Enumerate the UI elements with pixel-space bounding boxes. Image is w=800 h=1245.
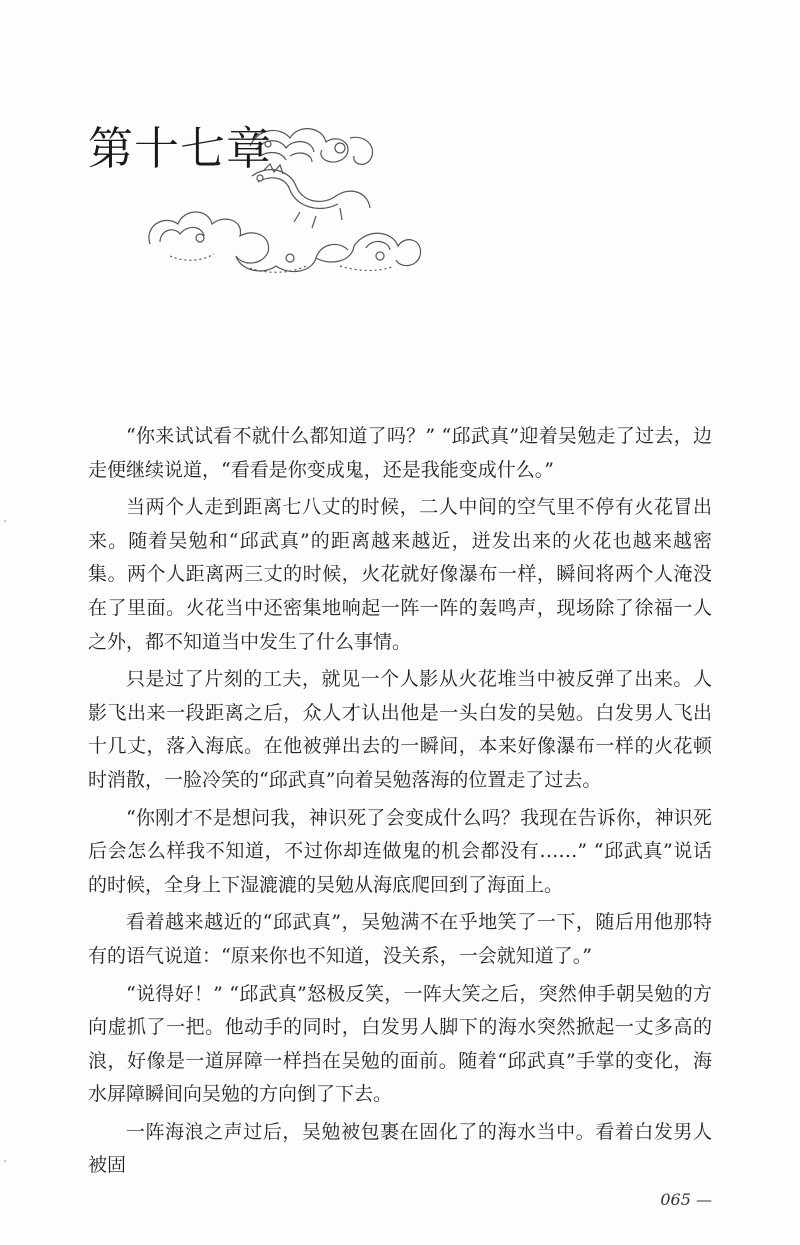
paragraph: “你刚才不是想问我，神识死了会变成什么吗？我现在告诉你，神识死后会怎么样我不知道，不过你却连做鬼的机会都没有……” “邱武真”说话的时候，全身上下湿漉漉的吴勉从海底爬回到了海面上。 bbox=[88, 806, 712, 896]
chapter-title: 第十七章 bbox=[88, 122, 273, 175]
margin-speck bbox=[4, 520, 6, 522]
page-number: 065 — bbox=[660, 1190, 712, 1209]
paragraph: 只是过了片刻的工夫，就见一个人影从火花堆当中被反弹了出来。人影飞出来一段距离之后，众人才认出他是一头白发的吴勉。白发男人飞出十几丈，落入海底。在他被弹出去的一瞬间，本来好像瀑布一样的火花顿时消散，一脸冷笑的“邱武真”向着吴勉落海的位置走了过去。 bbox=[88, 668, 712, 791]
margin-speck bbox=[4, 1160, 6, 1162]
chapter-body bbox=[88, 420, 712, 1187]
paragraph: 当两个人走到距离七八丈的时候，二人中间的空气里不停有火花冒出来。随着吴勉和“邱武真”的距离越来越近，迸发出来的火花也越来越密集。两个人距离两三丈的时候，火花就好像瀑布一样，瞬间将两个人淹没在了里面。火花当中还密集地响起一阵一阵的轰鸣声，现场除了徐福一人之外，都不知道当中发生了什么事情。 bbox=[88, 496, 712, 653]
paragraph: 一阵海浪之声过后，吴勉被包裹在固化了的海水当中。看着白发男人被固 bbox=[88, 1120, 712, 1177]
paragraph: 看着越来越近的“邱武真”，吴勉满不在乎地笑了一下，随后用他那特有的语气说道：“原来你也不知道，没关系，一会就知道了。” bbox=[88, 911, 712, 967]
paragraph: “说得好！” “邱武真”怒极反笑，一阵大笑之后，突然伸手朝吴勉的方向虚抓了一把。他动手的同时，白发男人脚下的海水突然掀起一丈多高的浪，好像是一道屏障一样挡在吴勉的面前。随着“邱武真”手掌的变化，海水屏障瞬间向吴勉的方向倒了下去。 bbox=[88, 982, 712, 1106]
paragraph: “你来试试看不就什么都知道了吗？” “邱武真”迎着吴勉走了过去，边走便继续说道，“看看是你变成鬼，还是我能变成什么。” bbox=[88, 425, 712, 481]
